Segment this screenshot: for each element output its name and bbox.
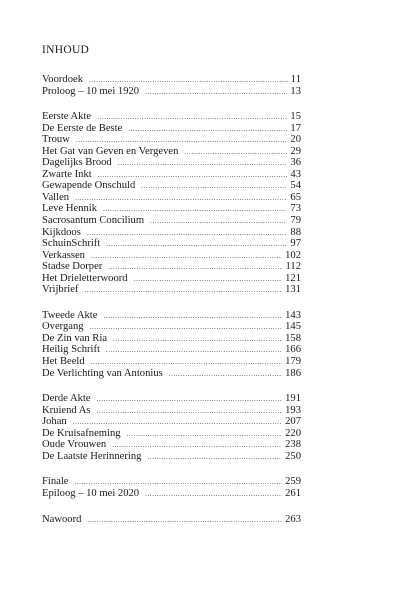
toc-entry-title: Johan [42,416,67,428]
toc-group [42,111,301,296]
toc-entry-title: Oude Vrouwen [42,439,107,451]
toc-entry-page-number: 179 [285,356,301,368]
toc-entry-title: De Kruisafneming [42,427,121,439]
dot-leader [145,87,287,99]
toc-entry-title: Finale [42,476,69,488]
toc-entry-page-number: 36 [290,157,301,169]
toc-entry-page-number: 29 [290,145,301,157]
toc-entry-page-number: 54 [290,180,301,192]
toc-group [42,74,301,97]
toc-entry [42,86,301,98]
toc-group [42,310,301,379]
dot-leader [128,124,287,136]
toc-entry [42,439,301,451]
toc-entry [42,333,301,345]
dot-leader [106,345,282,357]
toc-entry-title: Stadse Dorper [42,261,103,273]
dot-leader [97,394,283,406]
toc-entry-title: Eerste Akte [42,111,92,123]
toc-entry [42,134,301,146]
toc-entry-page-number: 13 [290,85,301,97]
toc-entry-page-number: 121 [285,272,301,284]
toc-entry-page-number: 220 [285,427,301,439]
toc-entry-title: Het Drieletterwoord [42,272,128,284]
dot-leader [106,239,287,251]
toc-entry [42,111,301,123]
toc-entry [42,74,301,86]
toc-entry-page-number: 17 [290,122,301,134]
toc-entry-title: Het Beeld [42,356,85,368]
toc-entry-title: Tweede Akte [42,309,98,321]
toc-entry-page-number: 73 [290,203,301,215]
dot-leader [91,251,282,263]
toc-entry [42,368,301,380]
toc-entry [42,146,301,158]
toc-entry-page-number: 131 [285,284,301,296]
toc-entry-title: Heilig Schrift [42,344,100,356]
dot-leader [118,158,288,170]
toc-entry [42,488,301,500]
toc-entry [42,451,301,463]
toc-entry [42,321,301,333]
dot-leader [113,334,282,346]
toc-entry-page-number: 43 [290,168,301,180]
dot-leader [169,369,282,381]
dot-leader [97,112,287,124]
toc-entry-page-number: 88 [290,226,301,238]
toc-entry [42,215,301,227]
dot-leader [127,429,283,441]
toc-entry [42,203,301,215]
toc-entry-page-number: 79 [290,215,301,227]
toc-entry-page-number: 261 [285,487,301,499]
toc-entry-page-number: 102 [285,249,301,261]
dot-leader [150,216,287,228]
toc-entry-title: Leve Hennik [42,203,98,215]
toc-entry [42,416,301,428]
dot-leader [97,406,283,418]
toc-entry-title: Derde Akte [42,393,91,405]
toc-entry-page-number: 11 [290,74,301,85]
toc-entry-page-number: 20 [290,134,301,146]
dot-leader [147,452,282,464]
toc-entry-page-number: 191 [285,393,301,405]
toc-entry-title: Overgang [42,321,84,333]
dot-leader [75,193,287,205]
toc-entry [42,192,301,204]
toc-entry-page-number: 186 [285,367,301,379]
toc-entry-page-number: 250 [285,450,301,462]
dot-leader [134,274,283,286]
toc-entry-title: Zwarte Inkt [42,168,92,180]
toc-entry [42,310,301,322]
page-title: INHOUD [42,44,90,56]
toc-entry [42,428,301,440]
toc-entry-page-number: 143 [285,309,301,321]
toc-entry [42,169,301,181]
toc-entry-page-number: 238 [285,439,301,451]
dot-leader [108,262,282,274]
toc-entry-title: Nawoord [42,513,82,525]
toc-entry-title: Vrijbrief [42,284,79,296]
toc-entry-title: De Zin van Ria [42,332,108,344]
toc-group [42,476,301,499]
toc-entry-title: De Eerste de Beste [42,122,123,134]
toc-entry [42,227,301,239]
toc-entry-title: Sacrosantum Concilium [42,215,145,227]
toc-entry [42,476,301,488]
toc-entry-title: Gewapende Onschuld [42,180,136,192]
toc-group [42,393,301,462]
toc-entry [42,356,301,368]
dot-leader [90,322,283,334]
toc-entry [42,284,301,296]
toc-entry [42,261,301,273]
toc-entry [42,180,301,192]
toc-entry [42,405,301,417]
toc-entry-title: Proloog – 10 mei 1920 [42,85,140,97]
toc-entry [42,514,301,526]
toc-entry-title: Het Gat van Geven en Vergeven [42,145,179,157]
dot-leader [87,228,288,240]
toc-list [42,74,301,525]
toc-entry [42,250,301,262]
toc-entry [42,273,301,285]
toc-entry-page-number: 193 [285,404,301,416]
toc-entry [42,123,301,135]
dot-leader [184,147,287,159]
toc-entry-page-number: 145 [285,321,301,333]
toc-entry [42,238,301,250]
toc-entry-page-number: 158 [285,332,301,344]
toc-group [42,514,301,526]
toc-entry-page-number: 65 [290,191,301,203]
toc-entry-page-number: 15 [290,111,301,123]
toc-entry-page-number: 112 [285,261,301,273]
toc-entry-title: Voordoek [42,74,83,85]
toc-entry-title: Epiloog – 10 mei 2020 [42,487,140,499]
toc-entry-title: Trouw [42,134,70,146]
toc-entry-page-number: 97 [290,238,301,250]
toc-entry [42,344,301,356]
table-of-contents [42,43,301,539]
toc-entry-title: Dagelijks Brood [42,157,112,169]
toc-entry-title: De Laatste Herinnering [42,450,142,462]
toc-entry-title: De Verlichting van Antonius [42,367,163,379]
toc-entry [42,393,301,405]
toc-entry-title: SchuinSchrift [42,238,101,250]
toc-entry-title: Kruiend As [42,404,91,416]
dot-leader [84,285,282,297]
dot-leader [103,311,282,323]
toc-entry-page-number: 263 [285,513,301,525]
dot-leader [141,181,287,193]
toc-entry-title: Vallen [42,191,70,203]
dot-leader [145,489,282,501]
toc-entry-page-number: 166 [285,344,301,356]
toc-entry-title: Kijkdoos [42,226,81,238]
dot-leader [87,515,282,527]
toc-entry-page-number: 259 [285,476,301,488]
toc-entry [42,157,301,169]
toc-entry-title: Verkassen [42,249,85,261]
toc-entry-page-number: 207 [285,416,301,428]
